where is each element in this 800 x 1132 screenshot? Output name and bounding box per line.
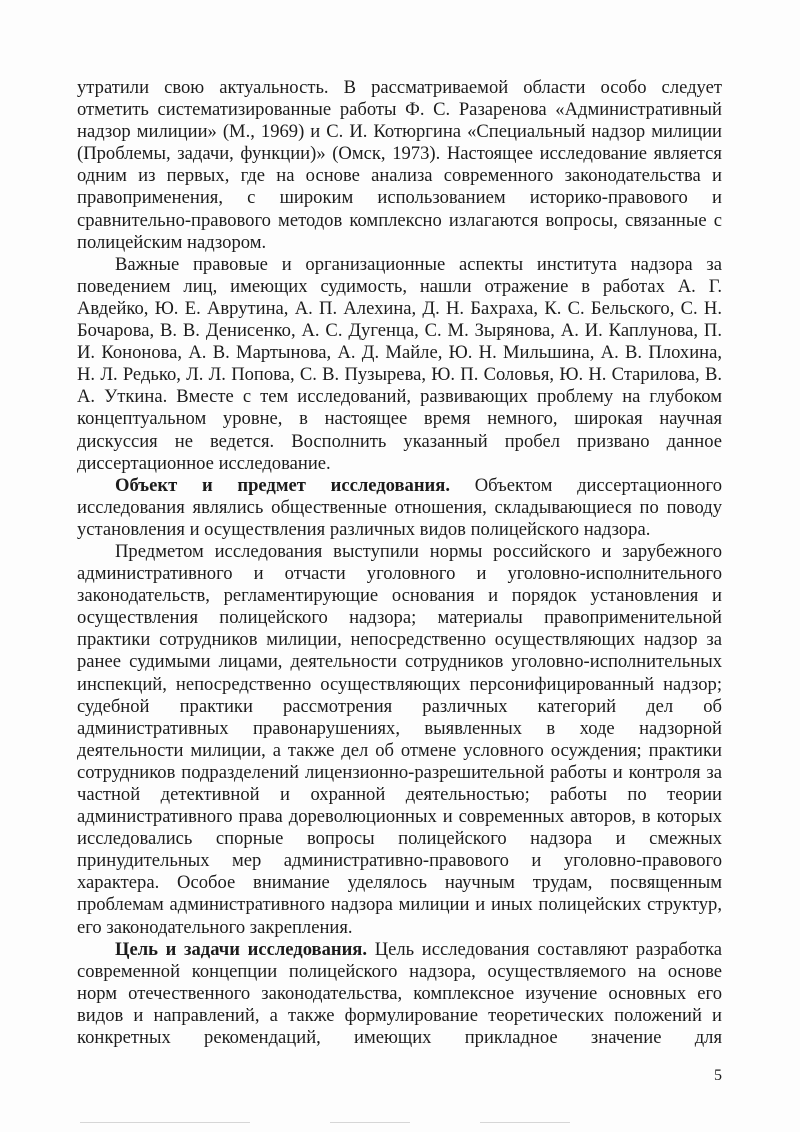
paragraph-5	[77, 939, 722, 1049]
paragraph-2	[77, 254, 722, 475]
paragraph-4-text: Предметом исследования выступили нормы российского и зарубежного административного и отчасти уголовного и уголовно-исполнительного законодательств, регламентирующие основания и порядок установления и осуществления полицейского надзора; материалы правоприменительной практики сотрудников милиции, непосредственно осуществляющих надзор за ранее судимыми лицами, деятельности сотрудников уголовно-исполнительных инспекций, непосредственно осуществляющих персонифицированный надзор; судебной практики рассмотрения различных категорий дел об административных правонарушениях, выявленных в ходе надзорной деятельности милиции, а также дел об отмене условного осуждения; практики сотрудников подразделений лицензионно-разрешительной работы и контроля за частной детективной и охранной деятельностью; работы по теории административного права дореволюционных и современных авторов, в которых исследовались спорные вопросы полицейского надзора и смежных принудительных мер административно-правового и уголовно-правового характера. Особое внимание уделялось научным трудам, посвященным проблемам административного надзора милиции и иных полицейских структур, его законодательного закрепления.	[77, 540, 722, 938]
scan-artifact-line	[330, 1122, 410, 1123]
scan-artifact-line	[480, 1122, 570, 1123]
paragraph-3	[77, 475, 722, 541]
section-heading-object-subject: Объект и предмет исследования.	[115, 474, 450, 496]
paragraph-4	[77, 541, 722, 939]
body-text	[77, 77, 722, 1049]
scan-artifact-line	[80, 1122, 250, 1123]
paragraph-1-text: утратили свою актуальность. В рассматриваемой области особо следует отметить систематизированные работы Ф. С. Разаренова «Административный надзор милиции» (М., 1969) и С. И. Котюргина «Специальный надзор милиции (Проблемы, задачи, функции)» (Омск, 1973). Настоящее исследование является одним из первых, где на основе анализа современного законодательства и правоприменения, с широким использованием историко-правового и сравнительно-правового методов комплексно излагаются вопросы, связанные с полицейским надзором.	[77, 77, 722, 253]
paragraph-1	[77, 77, 722, 254]
page-number: 5	[714, 1067, 722, 1084]
paragraph-2-text: Важные правовые и организационные аспекты института надзора за поведением лиц, имеющих судимость, нашли отражение в работах А. Г. Авдейко, Ю. Е. Аврутина, А. П. Алехина, Д. Н. Бахраха, К. С. Бельского, С. Н. Бочарова, В. В. Денисенко, А. С. Дугенца, С. М. Зырянова, А. И. Каплунова, П. И. Кононова, А. В. Мартынова, А. Д. Майле, Ю. Н. Мильшина, А. В. Плохина, Н. Л. Редько, Л. Л. Попова, С. В. Пузырева, Ю. П. Соловья, Ю. Н. Старилова, В. А. Уткина. Вместе с тем исследований, развивающих проблему на глубоком концептуальном уровне, в настоящее время немного, широкая научная дискуссия не ведется. Восполнить указанный пробел призвано данное диссертационное исследование.	[77, 253, 722, 474]
section-heading-goals-tasks: Цель и задачи исследования.	[115, 938, 368, 960]
paragraph-3-text: Объектом диссертационного исследования являлись общественные отношения, складывающиеся по поводу установления и осуществления различных видов полицейского надзора.	[77, 474, 722, 540]
paragraph-5-text: Цель исследования составляют разработка современной концепции полицейского надзора, осуществляемого на основе норм отечественного законодательства, комплексное изучение основных его видов и направлений, а также формулирование теоретических положений и конкретных рекомендаций, имеющих прикладное значение для	[77, 938, 722, 1049]
